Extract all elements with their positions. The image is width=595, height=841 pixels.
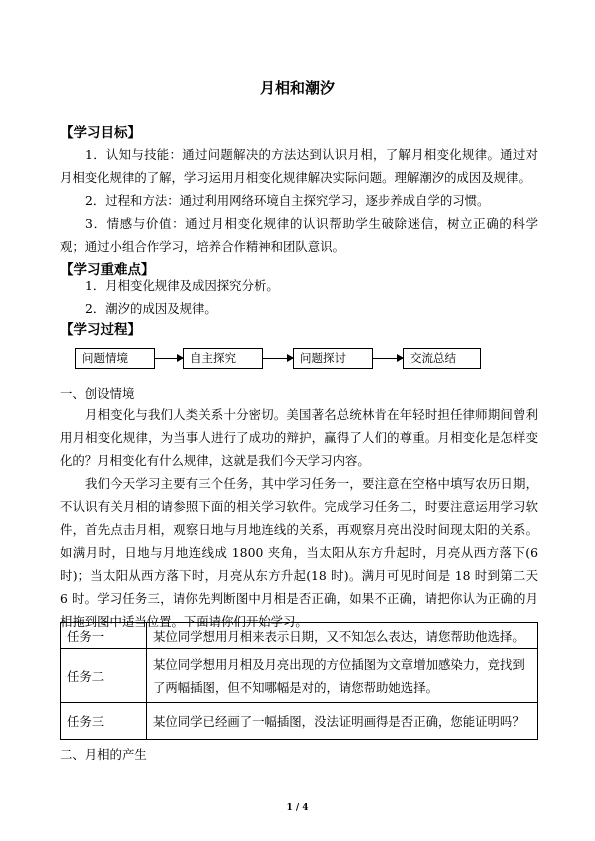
- flow-step-2: 自主探究: [183, 348, 263, 369]
- table-row: [61, 703, 538, 740]
- part1-paragraph-2: 我们今天学习主要有三个任务，其中学习任务一，要注意在空格中填写农历日期，不认识有关月相的请参照下面的相关学习软件。完成学习任务二，时要注意运用学习软件，首先点击月相，观察日地与月地连线的关系，再观察月亮出没时间现太阳的关系。如满月时，日地与月地连线成 1800 夹角，当太阳从东方升起时，月亮从西方落下(6 时)；当太阳从西方落下时，月亮从东方升起(18 时)。满月可见时间是 18 时到第二天 6 时。学习任务三，请你先判断图中月相是否正确，如果不正确，请把你认为正确的月相拖到图中适当位置。下面请你们开始学习。: [60, 476, 538, 629]
- table-row: [61, 623, 538, 649]
- part1-heading: 一、创设情境: [60, 386, 135, 401]
- goal-item-2: 2．过程和方法：通过利用网络环境自主探究学习，逐步养成自学的习惯。: [85, 193, 490, 208]
- key-point-item-1: 1．月相变化规律及成因探究分析。: [85, 278, 279, 293]
- flow-arrow-icon: [373, 358, 403, 359]
- page-number: 1 / 4: [286, 803, 309, 813]
- goals-heading: 【学习目标】: [60, 125, 141, 141]
- part1-paragraph-1: 月相变化与我们人类关系十分密切。美国著名总统林肯在年轻时担任律师期间曾利用月相变化规律，为当事人进行了成功的辩护，赢得了人们的尊重。月相变化是怎样变化的？月相变化有什么规律，这就是我们今天学习内容。: [60, 407, 538, 468]
- document-title: 月相和潮汐: [259, 79, 335, 97]
- goal-item-3: 3．情感与价值：通过月相变化规律的认识帮助学生破除迷信，树立正确的科学观；通过小组合作学习，培养合作精神和团队意识。: [60, 216, 538, 254]
- flow-step-3: 问题探讨: [293, 348, 373, 369]
- key-points-heading: 【学习重难点】: [60, 262, 155, 278]
- task-name: 任务一: [61, 623, 147, 649]
- part2-heading: 二、月相的产生: [60, 747, 147, 762]
- task-name: 任务二: [61, 649, 147, 703]
- goal-item-1: 1．认知与技能：通过问题解决的方法达到认识月相，了解月相变化规律。通过对月相变化规律的了解，学习运用月相变化规律解决实际问题。理解潮汐的成因及规律。: [60, 147, 538, 185]
- flow-step-4: 交流总结: [403, 348, 481, 369]
- task-description: 某位同学想用月相来表示日期，又不知怎么表达，请您帮助他选择。: [147, 623, 538, 649]
- flow-arrow-icon: [263, 358, 293, 359]
- task-name: 任务三: [61, 703, 147, 740]
- task-description: 某位同学想用月相及月亮出现的方位插图为文章增加感染力，竞找到了两幅插图，但不知哪幅是对的，请您帮助她选择。: [147, 649, 538, 703]
- key-point-item-2: 2．潮汐的成因及规律。: [85, 301, 217, 316]
- task-description: 某位同学已经画了一幅插图，没法证明画得是否正确，您能证明吗？: [147, 703, 538, 740]
- process-heading: 【学习过程】: [60, 322, 141, 338]
- table-row: [61, 649, 538, 703]
- task-table: [60, 622, 538, 740]
- flow-step-1: 问题情境: [75, 348, 155, 369]
- flow-arrow-icon: [155, 358, 183, 359]
